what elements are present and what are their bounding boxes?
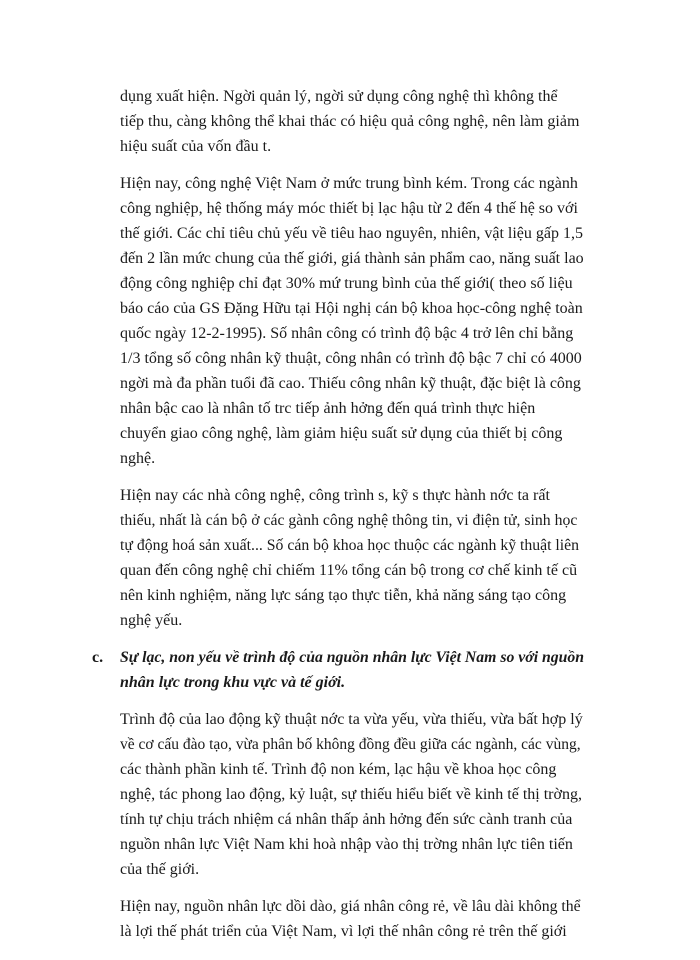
text-line: là lợi thế phát triển của Việt Nam, vì lợi thế nhân công rẻ trên thế giới	[120, 923, 567, 940]
section-marker: c.	[92, 649, 104, 666]
text-line: công nghiệp, hệ thống máy móc thiết bị lạc hậu từ 2 đến 4 thế hệ so với	[120, 200, 578, 217]
paragraph-4	[120, 707, 584, 882]
text-line: nghệ yếu.	[120, 612, 183, 629]
document-body	[92, 84, 585, 956]
paragraph-5	[120, 894, 584, 944]
text-line: động công nghiệp chỉ đạt 30% mứ trung bình của thế giới( theo số liệu	[120, 275, 573, 292]
text-line: Hiện nay, công nghệ Việt Nam ở mức trung bình kém. Trong các ngành	[120, 175, 578, 192]
text-line: Hiện nay, nguồn nhân lực dồi dào, giá nhân công rẻ, về lâu dài không thể	[120, 898, 581, 915]
text-line: Trình độ của lao động kỹ thuật nớc ta vừa yếu, vừa thiếu, vừa bất hợp lý	[120, 711, 583, 728]
section-heading-c	[92, 645, 585, 695]
heading-line: Sự lạc, non yếu về trình độ của nguồn nhân lực Việt Nam so với nguồn	[120, 649, 585, 666]
text-line: nghệ.	[120, 450, 156, 467]
paragraph-1	[120, 84, 584, 159]
text-line: hiệu suất của vốn đầu t.	[120, 138, 272, 155]
text-line: về cơ cấu đào tạo, vừa phân bố không đồng đều giữa các ngành, các vùng,	[120, 736, 581, 753]
text-line: các thành phần kinh tế. Trình độ non kém, lạc hậu về khoa học công	[120, 761, 557, 778]
text-line: thế giới. Các chỉ tiêu chủ yếu về tiêu hao nguyên, nhiên, vật liệu gấp 1,5	[120, 225, 583, 242]
text-line: quốc ngày 12-2-1995). Số nhân công có trình độ bậc 4 trở lên chỉ bằng	[120, 325, 574, 342]
paragraph-3	[120, 483, 584, 633]
text-line: quan đến công nghệ chỉ chiếm 11% tổng cán bộ trong cơ chế kinh tế cũ	[120, 562, 578, 579]
paragraph-2	[120, 171, 584, 471]
text-line: nhân bậc cao là nhân tố trc tiếp ảnh hởng đến quá trình thực hiện	[120, 400, 536, 417]
heading-line: nhân lực trong khu vực và tế giới.	[120, 674, 346, 691]
text-line: tiếp thu, càng không thể khai thác có hiệu quả công nghệ, nên làm giảm	[120, 113, 580, 130]
text-line: đến 2 lần mức chung của thế giới, giá thành sản phẩm cao, năng suất lao	[120, 250, 584, 267]
text-line: nguồn nhân lực Việt Nam khi hoà nhập vào thị trờng nhân lực tiên tiến	[120, 836, 573, 853]
text-line: của thế giới.	[120, 861, 200, 878]
text-line: tính tự chịu trách nhiệm cá nhân thấp ảnh hởng đến sức cành tranh của	[120, 811, 573, 828]
text-line: nên kinh nghiệm, năng lực sáng tạo thực tiễn, khả năng sáng tạo công	[120, 587, 567, 604]
text-line: thiếu, nhất là cán bộ ở các gành công nghệ thông tin, vi điện tử, sinh học	[120, 512, 578, 529]
text-line: chuyển giao công nghệ, làm giảm hiệu suất sử dụng của thiết bị công	[120, 425, 563, 442]
text-line: 1/3 tổng số công nhân kỹ thuật, công nhân có trình độ bậc 7 chỉ có 4000	[120, 350, 582, 367]
text-line: ngời mà đa phần tuổi đã cao. Thiếu công nhân kỹ thuật, đặc biệt là công	[120, 375, 581, 392]
text-line: dụng xuất hiện. Ngời quản lý, ngời sử dụng công nghệ thì không thể	[120, 88, 558, 105]
text-line: Hiện nay các nhà công nghệ, công trình s, kỹ s thực hành nớc ta rất	[120, 487, 550, 504]
text-line: nghệ, tác phong lao động, kỷ luật, sự thiếu hiểu biết về kinh tế thị trờng,	[120, 786, 582, 803]
text-line: báo cáo của GS Đặng Hữu tại Hội nghị cán bộ khoa học-công nghệ toàn	[120, 300, 583, 317]
text-line: tự động hoá sản xuất... Số cán bộ khoa học thuộc các ngành kỹ thuật liên	[120, 537, 580, 554]
